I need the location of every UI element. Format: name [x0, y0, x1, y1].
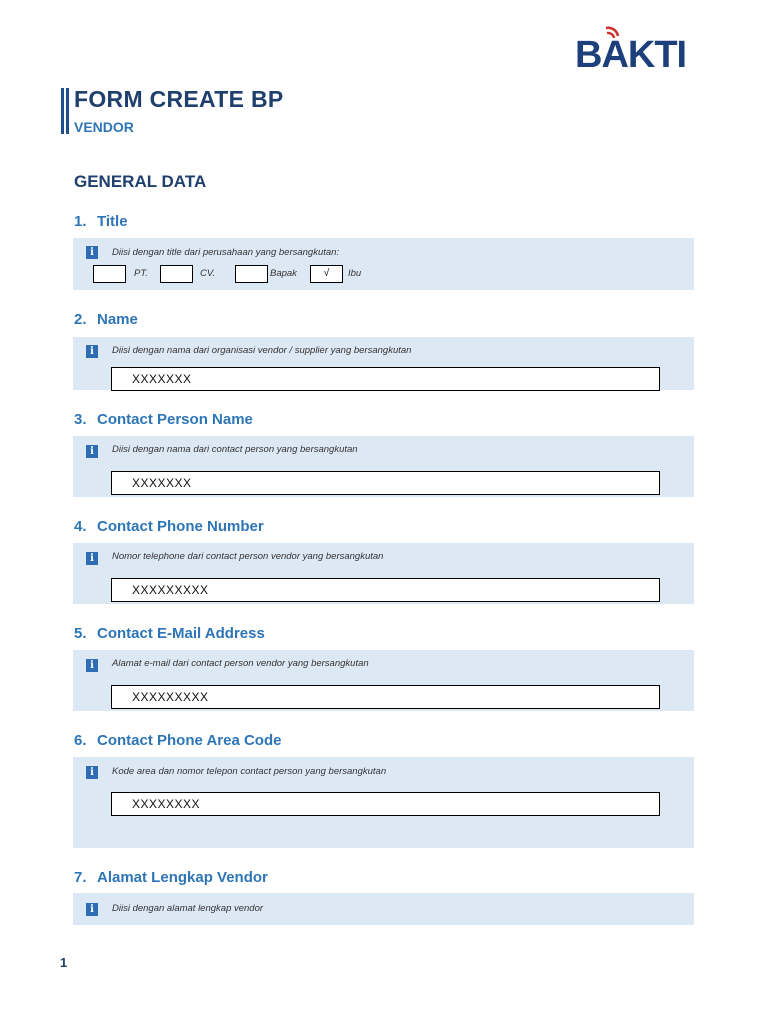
- page-title: FORM CREATE BP: [74, 86, 284, 112]
- contact-email-field[interactable]: [111, 685, 660, 709]
- info-icon: i: [86, 903, 98, 916]
- info-icon: i: [86, 345, 98, 358]
- checkbox-pt[interactable]: [93, 265, 126, 283]
- page-number: 1: [60, 955, 68, 970]
- item-heading-name: 2. Name: [74, 311, 138, 328]
- contact-area-code-value: XXXXXXXX: [132, 797, 201, 811]
- logo-text: BAKTI: [575, 34, 687, 76]
- contact-person-name-value: XXXXXXX: [132, 476, 192, 490]
- info-icon: i: [86, 552, 98, 565]
- name-field-value: XXXXXXX: [132, 372, 192, 386]
- page-subtitle: VENDOR: [74, 119, 134, 135]
- info-icon: i: [86, 246, 98, 259]
- item-panel-contact-area-code: [73, 757, 694, 848]
- contact-phone-number-value: XXXXXXXXX: [132, 583, 209, 597]
- checkbox-label-ibu: Ibu: [348, 268, 362, 279]
- contact-phone-number-field[interactable]: [111, 578, 660, 602]
- checkbox-label-bapak: Bapak: [270, 268, 297, 279]
- item-hint: Alamat e-mail dari contact person vendor yang bersangkutan: [112, 658, 369, 669]
- item-heading-contact-phone-number: 4. Contact Phone Number: [74, 518, 264, 535]
- item-heading-title: 1. Title: [74, 213, 128, 230]
- info-icon: i: [86, 659, 98, 672]
- item-panel-title: [73, 238, 694, 290]
- item-panel-name: [73, 337, 694, 390]
- item-panel-contact-email: [73, 650, 694, 711]
- contact-email-value: XXXXXXXXX: [132, 690, 209, 704]
- item-heading-contact-area-code: 6. Contact Phone Area Code: [74, 732, 282, 749]
- checkbox-cv[interactable]: [160, 265, 193, 283]
- section-title: GENERAL DATA: [74, 172, 207, 191]
- item-heading-alamat-vendor: 7. Alamat Lengkap Vendor: [74, 869, 268, 886]
- checkbox-label-pt: PT.: [134, 268, 148, 279]
- item-hint: Diisi dengan alamat lengkap vendor: [112, 903, 264, 914]
- contact-person-name-field[interactable]: [111, 471, 660, 495]
- checkbox-ibu[interactable]: √: [310, 265, 343, 283]
- item-heading-contact-email: 5. Contact E-Mail Address: [74, 625, 265, 642]
- item-hint: Diisi dengan nama dari organisasi vendor / supplier yang bersangkutan: [112, 345, 412, 356]
- contact-area-code-field[interactable]: [111, 792, 660, 816]
- item-hint: Diisi dengan nama dari contact person yang bersangkutan: [112, 444, 358, 455]
- name-field[interactable]: [111, 367, 660, 391]
- item-hint: Kode area dan nomor telepon contact person yang bersangkutan: [112, 766, 387, 777]
- title-accent-bars: [61, 88, 69, 134]
- item-heading-contact-person-name: 3. Contact Person Name: [74, 411, 253, 428]
- item-hint: Diisi dengan title dari perusahaan yang bersangkutan:: [112, 247, 340, 258]
- checkbox-bapak[interactable]: [235, 265, 268, 283]
- item-panel-contact-person-name: [73, 436, 694, 497]
- info-icon: i: [86, 445, 98, 458]
- info-icon: i: [86, 766, 98, 779]
- item-hint: Nomor telephone dari contact person vendor yang bersangkutan: [112, 551, 384, 562]
- checkbox-label-cv: CV.: [200, 268, 216, 279]
- bakti-logo: [572, 18, 698, 74]
- item-panel-alamat-vendor: [73, 893, 694, 925]
- item-panel-contact-phone-number: [73, 543, 694, 604]
